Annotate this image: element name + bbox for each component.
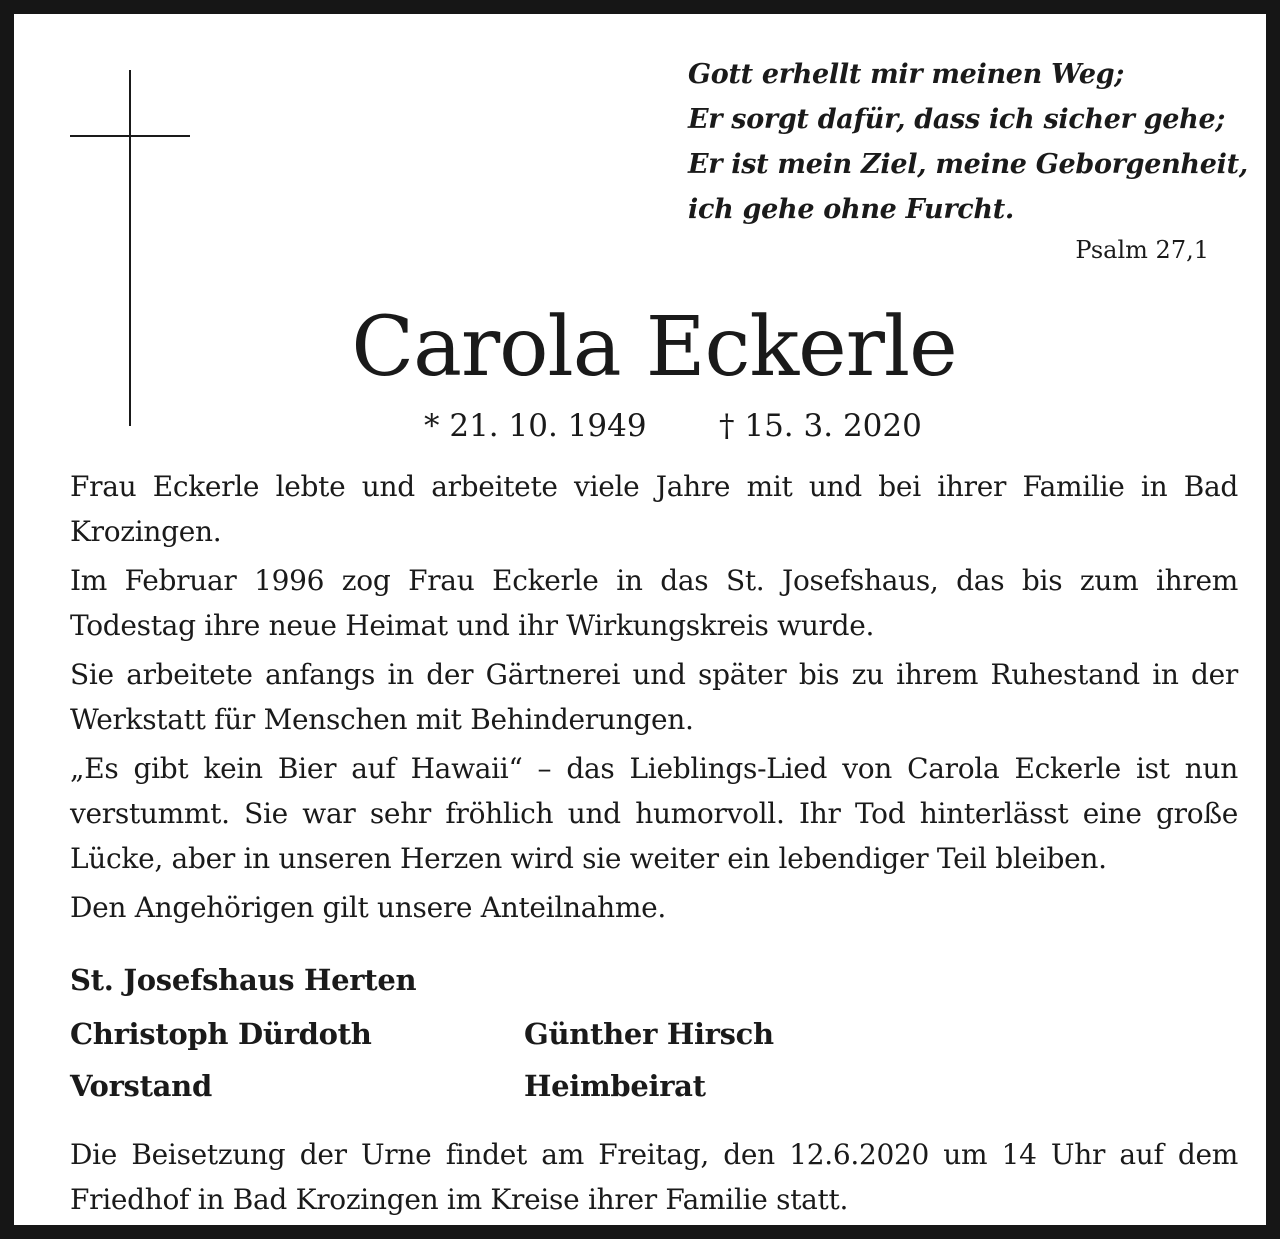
obituary-text: [70, 464, 1238, 930]
paragraph: „Es gibt kein Bier auf Hawaii“ – das Lieblings-Lied von Carola Eckerle ist nun verstummt. Sie war sehr fröhlich und humorvoll. Ihr Tod hinterlässt eine große Lücke, aber in unseren Herzen wird sie weiter ein lebendiger Teil bleiben.: [70, 752, 1238, 875]
paragraph: Sie arbeitete anfangs in der Gärtnerei und später bis zu ihrem Ruhestand in der Werkstatt für Menschen mit Behinderungen.: [70, 658, 1238, 736]
deceased-name: Carola Eckerle: [351, 300, 957, 395]
cross-icon-bar: [70, 135, 190, 137]
institution-name: St. Josefshaus Herten: [70, 963, 417, 997]
verse-line: ich gehe ohne Furcht.: [688, 194, 1015, 225]
verse-line: Er sorgt dafür, dass ich sicher gehe;: [688, 104, 1226, 135]
verse-source: Psalm 27,1: [1075, 236, 1209, 264]
signatory-right-role: Heimbeirat: [524, 1069, 706, 1103]
signatory-left-role: Vorstand: [70, 1069, 212, 1103]
death-date: † 15. 3. 2020: [719, 408, 922, 444]
funeral-notice: Die Beisetzung der Urne findet am Freitag, den 12.6.2020 um 14 Uhr auf dem Friedhof in Bad Krozingen im Kreise ihrer Familie statt.: [70, 1138, 1238, 1216]
birth-date: * 21. 10. 1949: [424, 408, 647, 444]
verse-line: Gott erhellt mir meinen Weg;: [688, 59, 1125, 90]
verse-line: Er ist mein Ziel, meine Geborgenheit,: [688, 149, 1248, 180]
bible-verse: [688, 52, 1248, 232]
paragraph: Den Angehörigen gilt unsere Anteilnahme.: [70, 891, 666, 924]
signatory-right-name: Günther Hirsch: [524, 1017, 774, 1051]
paragraph: Frau Eckerle lebte und arbeitete viele Jahre mit und bei ihrer Familie in Bad Krozingen.: [70, 470, 1238, 548]
signatory-left-name: Christoph Dürdoth: [70, 1017, 372, 1051]
paragraph: Im Februar 1996 zog Frau Eckerle in das St. Josefshaus, das bis zum ihrem Todestag ihre neue Heimat und ihr Wirkungskreis wurde.: [70, 564, 1238, 642]
